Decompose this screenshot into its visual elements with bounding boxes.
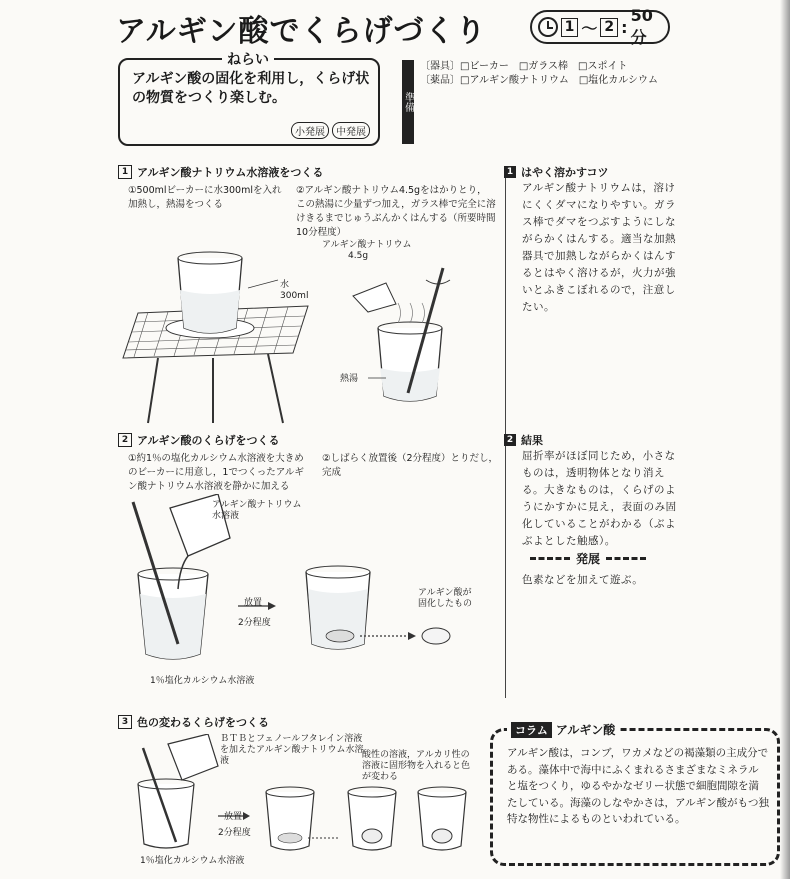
section2-step1: ①約1％の塩化カルシウム水溶液を大きめのビーカーに用意し，1でつくったアルギン酸ナトリウム水溶液を静かに加える (128, 453, 304, 492)
section1-step2: ②アルギン酸ナトリウム4.5gをはかりとり，この熱湯に少量ずつ加え，ガラス棒で完全に溶けきるまでじゅうぶんかくはんする（所要時間10分程度） (296, 185, 496, 238)
water-fill (180, 290, 240, 333)
steam (398, 303, 425, 323)
tips-num: 1 (504, 166, 516, 178)
time-to: 2 (600, 18, 618, 37)
tripod-legs (148, 354, 283, 423)
result-num: 2 (504, 434, 516, 446)
label-cacl-3: 1％塩化カルシウム水溶液 (140, 856, 245, 866)
time-sep: ～ (581, 18, 598, 38)
label-leave: 放置 (244, 598, 263, 608)
label-solidified: アルギン酸が固化したもの (418, 588, 473, 609)
label-alginate-sol: アルギン酸ナトリウム水溶液 (212, 500, 302, 521)
develop-title: 発展 (576, 552, 601, 566)
result-heading (504, 432, 543, 448)
tag-junior: 中発展 (332, 122, 370, 139)
tips-text: アルギン酸ナトリウムは，溶けにくくダマになりやすい。ガラス棒でダマをつぶすようにしながらかくはんする。適当な加熱器具で加熱しながらかくはんするとはやく溶けるが，火力が強いとふきこぼれるので，注意したい。 (522, 182, 676, 313)
jelly-in-beaker (326, 630, 354, 642)
section1-title: アルギン酸ナトリウム水溶液をつくる (137, 166, 324, 179)
aim-label: ねらい (222, 49, 274, 69)
time-colon: : (621, 17, 628, 37)
label-alginate: アルギン酸ナトリウム 4.5g (322, 240, 412, 261)
section2-heading (118, 432, 279, 448)
pouring-beaker-2 (168, 734, 218, 780)
section2-step2: ②しばらく放置後（2分程度）とりだし，完成 (322, 453, 499, 478)
section3-illustration (118, 734, 488, 864)
label-hotwater: 熱湯 (340, 374, 359, 384)
develop-text: 色素などを加えて遊ぶ。 (522, 574, 644, 586)
section1-num: 1 (118, 165, 132, 179)
page-title: アルギン酸でくらげづくり (116, 14, 487, 49)
prep-label: 準備 (402, 60, 414, 144)
label-water: 水 300ml (280, 280, 309, 301)
develop-dash-right (606, 557, 646, 560)
prep-equipment: 〔器具〕□ビーカー □ガラス棒 □スポイト (420, 61, 628, 72)
duration: 50分 (630, 6, 653, 47)
column-box (490, 723, 780, 866)
page-edge-shadow (780, 0, 790, 879)
column-title: アルギン酸 (555, 723, 616, 737)
section3-heading (118, 714, 269, 730)
column-text: アルギン酸は，コンブ，ワカメなどの褐藻類の主成分である。藻体中で海中にふくまれるさまざまなミネラルと塩をつくり，ゆるやかなゼリー状態で細胞間隙を満たしている。海藻のしなやかさは，アルギン酸がもつ独特な物性によるものといわれている。 (507, 747, 769, 825)
level-tags (291, 122, 370, 139)
tag-elementary: 小発展 (291, 122, 329, 139)
section1-step1: ①500mlビーカーに水300mlを入れ加熱し，熱湯をつくる (128, 185, 282, 210)
time-badge (530, 6, 670, 47)
section1-illustration (118, 228, 503, 428)
section3-num: 3 (118, 715, 132, 729)
time-from: 1 (561, 18, 579, 37)
label-cacl: 1％塩化カルシウム水溶液 (150, 676, 255, 686)
label-2min-3: 2分程度 (218, 828, 251, 838)
label-leave-3: 放置 (224, 812, 243, 822)
tips-heading (504, 164, 608, 180)
develop-heading (530, 550, 646, 567)
section2-num: 2 (118, 433, 132, 447)
result-title: 結果 (521, 434, 543, 447)
jelly-result (422, 628, 450, 644)
clock-icon (538, 17, 558, 37)
weighing-paper (353, 283, 396, 312)
prep-list (420, 60, 658, 88)
section2-illustration (118, 494, 503, 674)
column-heading (507, 721, 619, 738)
develop-dash-left (530, 557, 570, 560)
section3-title: 色の変わるくらげをつくる (137, 716, 269, 729)
prep-chemicals: 〔薬品〕□アルギン酸ナトリウム □塩化カルシウム (420, 75, 658, 86)
section1-heading (118, 164, 323, 180)
label-2min: 2分程度 (238, 618, 271, 628)
label-btb: ＢＴＢとフェノールフタレイン溶液を加えたアルギン酸ナトリウム水溶液 (220, 734, 364, 766)
label-color-change: 酸性の溶液，アルカリ性の溶液に固形物を入れると色が変わる (362, 750, 471, 782)
tips-title: はやく溶かすコツ (521, 166, 609, 179)
section2-title: アルギン酸のくらげをつくる (137, 434, 280, 447)
aim-box (118, 52, 380, 146)
aim-text: アルギン酸の固化を利用し，くらげ状の物質をつくり楽しむ。 (132, 71, 370, 106)
result-text: 屈折率がほぼ同じため，小さなものは，透明物体となり消える。大きなものは，くらげのようにかすかに見え，表面のみ固化していることがわかる（ぶよぶよとした触感）。 (522, 450, 677, 547)
column-tag: コラム (511, 722, 552, 738)
